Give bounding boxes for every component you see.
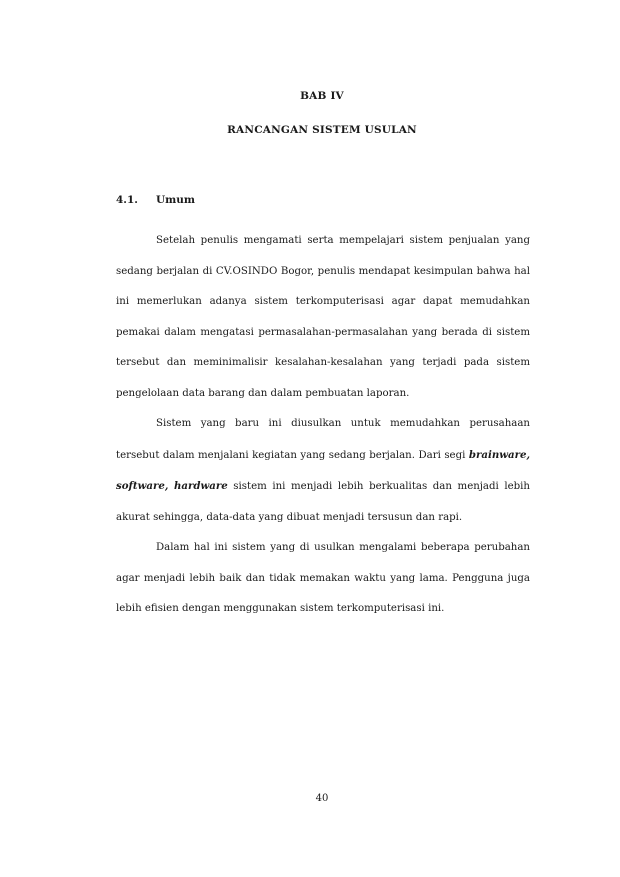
paragraph-2-text-end: sistem ini menjadi lebih berkualitas dan menjadi lebih akurat sehingga, data-data yang dibuat menjadi tersusun dan rapi. <box>116 481 530 523</box>
section-title: Umum <box>156 194 196 206</box>
chapter-title: RANCANGAN SISTEM USULAN <box>227 124 417 136</box>
paragraph-1: Setelah penulis mengamati serta mempelajari sistem penjualan yang sedang berjalan di CV.OSINDO Bogor, penulis mendapat kesimpulan bahwa hal ini memerlukan adanya sistem terkomputerisasi agar dapat memudahkan pemakai dalam mengatasi permasalahan-permasalahan yang berada di sistem tersebut dan meminimalisir kesalahan-kesalahan yang terjadi pada sistem pengelolaan data barang dan dalam pembuatan laporan. <box>116 235 530 399</box>
chapter-label: BAB IV <box>300 90 344 102</box>
term-software: software, <box>116 480 169 492</box>
paragraph-3: Dalam hal ini sistem yang di usulkan mengalami beberapa perubahan agar menjadi lebih baik dan tidak memakan waktu yang lama. Pengguna juga lebih efisien dengan menggunakan sistem terkomputerisasi ini. <box>116 542 530 614</box>
term-hardware: hardware <box>173 480 228 492</box>
paragraph-2-text-start: Sistem yang baru ini diusulkan untuk memudahkan perusahaan tersebut dalam menjalani kegiatan yang sedang berjalan. Dari segi <box>116 418 530 461</box>
page-number: 40 <box>315 793 329 804</box>
paragraph-2 <box>116 409 530 533</box>
term-brainware: brainware, <box>468 448 530 461</box>
section-heading <box>116 194 195 206</box>
body-text <box>116 226 530 625</box>
section-number: 4.1. <box>116 194 138 206</box>
